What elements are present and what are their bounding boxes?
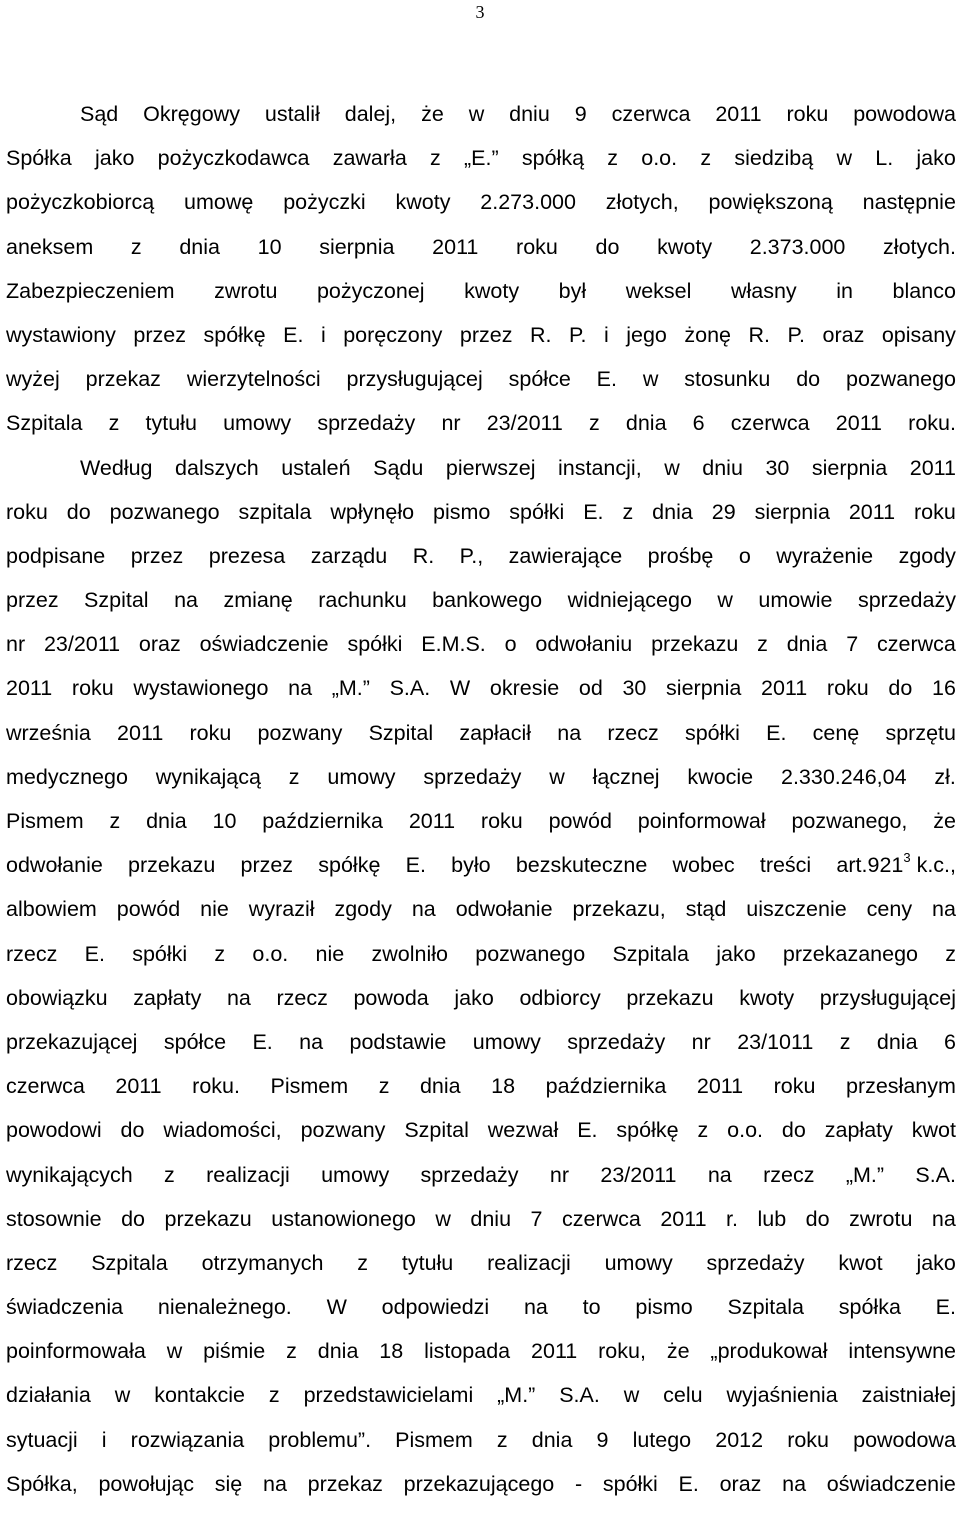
text-line: obowiązku zapłaty na rzecz powoda jako odbiorcy przekazu kwoty przysługującej (6, 985, 956, 1010)
text-line: Zabezpieczeniem zwrotu pożyczonej kwoty był weksel własny in blanco (6, 278, 956, 303)
text-line: przez Szpital na zmianę rachunku bankowego widniejącego w umowie sprzedaży (6, 588, 956, 613)
text-line: września 2011 roku pozwany Szpital zapłacił na rzecz spółki E. cenę sprzętu (6, 720, 956, 745)
text-line: Sąd Okręgowy ustalił dalej, że w dniu 9 czerwca 2011 roku powodowa (80, 102, 956, 126)
text-line: aneksem z dnia 10 sierpnia 2011 roku do kwoty 2.373.000 złotych. (6, 234, 956, 259)
text-line: Według dalszych ustaleń Sądu pierwszej instancji, w dniu 30 sierpnia 2011 (80, 455, 956, 480)
text-line: pożyczkobiorcą umowę pożyczki kwoty 2.273.000 złotych, powiększoną następnie (6, 190, 956, 215)
text-line: działania w kontakcie z przedstawicielami „M.” S.A. w celu wyjaśnienia zaistniałej (6, 1383, 956, 1408)
document-body (6, 92, 956, 1506)
text-line: świadczenia nienależnego. W odpowiedzi na to pismo Szpitala spółka E. (6, 1295, 956, 1320)
text-line: Szpitala z tytułu umowy sprzedaży nr 23/2011 z dnia 6 czerwca 2011 roku. (6, 411, 956, 436)
text-line: poinformowała w piśmie z dnia 18 listopada 2011 roku, że „produkował intensywne (6, 1339, 956, 1364)
page-number: 3 (475, 2, 485, 22)
text-line: wystawiony przez spółkę E. i poręczony przez R. P. i jego żonę R. P. oraz opisany (6, 322, 956, 347)
superscript: 3 (903, 850, 911, 866)
text-line: nr 23/2011 oraz oświadczenie spółki E.M.S. o odwołaniu przekazu z dnia 7 czerwca (6, 632, 956, 657)
text-line: stosownie do przekazu ustanowionego w dniu 7 czerwca 2011 r. lub do zwrotu na (6, 1206, 956, 1231)
text-line: albowiem powód nie wyraził zgody na odwołanie przekazu, stąd uiszczenie ceny na (6, 897, 956, 922)
text-line: wynikających z realizacji umowy sprzedaży nr 23/2011 na rzecz „M.” S.A. (6, 1162, 956, 1187)
text-line: Pismem z dnia 10 października 2011 roku powód poinformował pozwanego, że (6, 809, 956, 833)
text-line: powodowi do wiadomości, pozwany Szpital wezwał E. spółkę z o.o. do zapłaty kwot (6, 1118, 956, 1143)
text-line: sytuacji i rozwiązania problemu”. Pismem z dnia 9 lutego 2012 roku powodowa (6, 1427, 956, 1452)
text-line: przekazującej spółce E. na podstawie umowy sprzedaży nr 23/1011 z dnia 6 (6, 1029, 956, 1054)
text-line: rzecz Szpitala otrzymanych z tytułu realizacji umowy sprzedaży kwot jako (6, 1250, 956, 1275)
text-line: Spółka, powołując się na przekaz przekazującego - spółki E. oraz na oświadczenie (6, 1471, 956, 1496)
text-line: 2011 roku wystawionego na „M.” S.A. W okresie od 30 sierpnia 2011 roku do 16 (6, 676, 956, 701)
text-line: roku do pozwanego szpitala wpłynęło pismo spółki E. z dnia 29 sierpnia 2011 roku (6, 499, 956, 524)
text-line: wyżej przekaz wierzytelności przysługującej spółce E. w stosunku do pozwanego (6, 367, 956, 392)
text-line: Spółka jako pożyczkodawca zawarła z „E.” spółką z o.o. z siedzibą w L. jako (6, 146, 956, 171)
text-line: rzecz E. spółki z o.o. nie zwolniło pozwanego Szpitala jako przekazanego z (6, 941, 956, 966)
text-line: podpisane przez prezesa zarządu R. P., zawierające prośbę o wyrażenie zgody (6, 543, 956, 568)
paragraph (6, 92, 956, 446)
text-line: czerwca 2011 roku. Pismem z dnia 18 października 2011 roku przesłanym (6, 1074, 956, 1099)
paragraph (6, 446, 956, 1507)
text-line: odwołanie przekazu przez spółkę E. było bezskuteczne wobec treści art.921$^3$ k.c., (6, 850, 956, 878)
text-line: medycznego wynikającą z umowy sprzedaży w łącznej kwocie 2.330.246,04 zł. (6, 764, 956, 789)
